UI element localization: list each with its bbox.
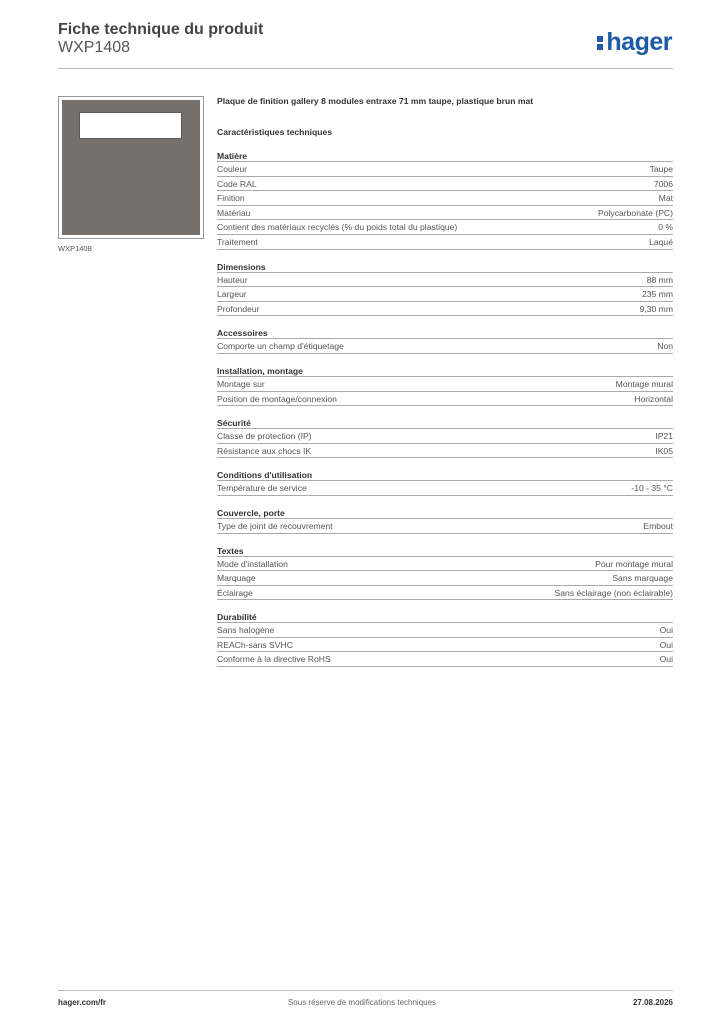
footer-date: 27.08.2026 [632,998,673,1007]
document-title: Fiche technique du produit [58,21,264,38]
logo-mark-icon [597,32,604,54]
spec-label: Conforme à la directive RoHS [217,654,331,665]
spec-row [217,235,673,250]
spec-section [217,507,673,534]
section-title: Accessoires [217,327,673,339]
spec-label: Classe de protection (IP) [217,431,312,442]
spec-label: Position de montage/connexion [217,393,337,404]
spec-value: IP21 [655,431,673,442]
spec-row [217,652,673,667]
section-title: Conditions d'utilisation [217,469,673,481]
hager-logo [597,28,672,56]
spec-label: Finition [217,193,245,204]
spec-row [217,557,673,572]
spec-section [217,150,673,250]
logo-text: hager [606,28,672,56]
spec-row [217,191,673,206]
spec-value: Polycarbonate (PC) [598,207,673,218]
spec-label: Comporte un champ d'étiquetage [217,341,344,352]
product-description: Plaque de finition gallery 8 modules entraxe 71 mm taupe, plastique brun mat [217,96,534,106]
spec-label: REACh-sans SVHC [217,639,293,650]
spec-section [217,611,673,667]
spec-value: Horizontal [634,393,673,404]
footer-website: hager.com/fr [58,998,107,1007]
spec-value: 7006 [653,178,673,189]
spec-label: Type de joint de recouvrement [217,520,333,531]
spec-row [217,377,673,392]
spec-value: Embout [643,520,673,531]
section-title: Couvercle, porte [217,507,673,519]
spec-section [217,417,673,458]
spec-label: Résistance aux chocs IK [217,445,312,456]
spec-value: 235 mm [641,289,673,300]
spec-section [217,469,673,496]
spec-row [217,206,673,221]
spec-value: Montage mural [615,378,673,389]
spec-label: Couleur [217,164,248,174]
spec-value: IK05 [655,445,673,456]
spec-row [217,273,673,288]
spec-value: 88 mm [646,274,673,285]
spec-value: 9,30 mm [639,303,673,314]
spec-label: Largeur [217,289,247,300]
footer-divider [58,990,673,991]
spec-value: Non [657,341,673,352]
spec-row [217,339,673,354]
spec-label: Hauteur [217,274,248,285]
spec-row [217,177,673,192]
spec-row [217,571,673,586]
finishing-plate-illustration [62,100,200,235]
section-title: Textes [217,545,673,557]
spec-label: Contient des matériaux recyclés (% du poids total du plastique) [217,222,458,233]
spec-section [217,365,673,406]
spec-label: Éclairage [217,587,253,598]
spec-section [217,327,673,354]
spec-value: Mat [658,193,673,204]
image-caption: WXP1408 [58,244,92,253]
spec-section [217,545,673,601]
spec-value: Laqué [649,236,673,247]
spec-label: Montage sur [217,378,265,389]
spec-row [217,392,673,407]
spec-sections [217,150,673,667]
spec-row [217,287,673,302]
spec-label: Température de service [217,483,307,494]
spec-label: Sans halogène [217,625,275,636]
spec-value: Oui [659,654,673,665]
spec-value: Oui [659,639,673,650]
section-title: Installation, montage [217,365,673,377]
spec-label: Traitement [217,236,258,247]
spec-label: Matériau [217,207,251,218]
section-title: Dimensions [217,261,673,273]
header-divider [58,68,673,69]
spec-row [217,623,673,638]
spec-label: Profondeur [217,303,260,314]
spec-row [217,162,673,177]
spec-label: Mode d'installation [217,558,288,569]
spec-row [217,586,673,601]
spec-value: Sans éclairage (non éclairable) [554,587,673,598]
section-title: Durabilité [217,611,673,623]
spec-value: 0 % [658,222,673,233]
spec-value: Oui [659,625,673,636]
product-reference: WXP1408 [58,39,131,56]
footer-notice: Sous réserve de modifications techniques [287,998,437,1007]
spec-value: Pour montage mural [595,558,673,569]
spec-label: Code RAL [217,178,257,189]
plate-window [79,112,182,139]
spec-row [217,220,673,235]
spec-section [217,261,673,317]
spec-row [217,429,673,444]
spec-value: -10 - 35 °C [631,483,673,494]
characteristics-heading: Caractéristiques techniques [217,127,333,137]
product-image [58,96,204,239]
spec-row [217,444,673,459]
spec-label: Marquage [217,573,256,584]
spec-row [217,519,673,534]
spec-row [217,302,673,317]
spec-row [217,638,673,653]
spec-value: Taupe [649,164,673,174]
section-title: Sécurité [217,417,673,429]
spec-row [217,481,673,496]
section-title: Matière [217,150,673,162]
specifications [217,95,673,667]
spec-value: Sans marquage [612,573,673,584]
